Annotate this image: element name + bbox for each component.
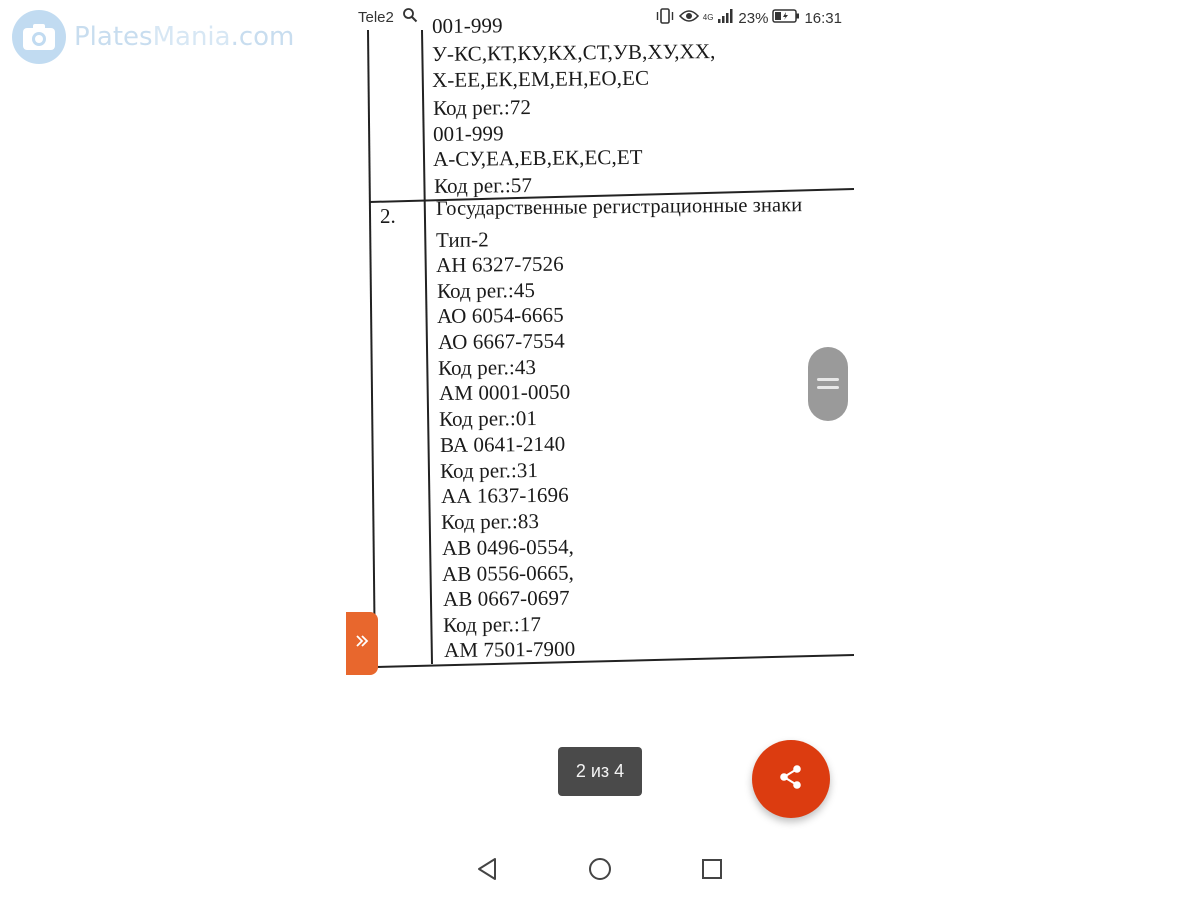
battery-icon [772, 9, 800, 27]
battery-percent: 23% [738, 9, 769, 27]
vibrate-icon [655, 8, 675, 28]
recents-button[interactable] [697, 856, 727, 886]
status-indicators [655, 8, 842, 28]
document-line: Код рег.:17 [442, 611, 542, 637]
document-line: АМ 7501-7900 [443, 636, 576, 662]
eye-icon [679, 9, 699, 27]
document-line: АВ 0556-0665, [441, 560, 575, 586]
carrier-name: Tele2 [358, 9, 394, 26]
document-line: 001-999 [432, 121, 504, 146]
document-line: АО 6667-7554 [437, 328, 565, 354]
side-panel-toggle[interactable] [346, 612, 378, 675]
document-line: Государственные регистрационные знаки [435, 194, 803, 220]
document-line: Х-ЕЕ,ЕК,ЕМ,ЕН,ЕО,ЕС [431, 65, 650, 92]
scroll-handle[interactable] [808, 347, 848, 421]
document-line: 001-999 [431, 13, 503, 38]
document-line: АО 6054-6665 [436, 302, 564, 328]
document-line: Код рег.:57 [433, 172, 533, 198]
document-line: АВ 0496-0554, [441, 534, 575, 560]
home-icon [588, 857, 612, 886]
document-line: ВА 0641-2140 [439, 431, 566, 457]
back-icon [476, 857, 498, 886]
camera-icon [12, 10, 66, 64]
share-icon [777, 763, 805, 796]
document-line: Код рег.:31 [439, 457, 539, 483]
recents-icon [701, 858, 723, 885]
navigation-bar [346, 848, 854, 893]
document-line: Код рег.:45 [436, 277, 536, 303]
document-line: АВ 0667-0697 [442, 585, 570, 611]
document-line: АА 1637-1696 [440, 482, 569, 508]
document-line: Тип-2 [435, 227, 489, 252]
document-line: Код рег.:72 [432, 94, 532, 120]
phone-screen [346, 0, 854, 900]
drag-handle-icon [817, 378, 839, 381]
document-line: Код рег.:43 [437, 354, 537, 380]
status-bar [346, 0, 854, 34]
home-button[interactable] [585, 856, 615, 886]
network-type: 4G [702, 13, 714, 22]
share-button[interactable] [752, 740, 830, 818]
document-line: АМ 0001-0050 [438, 379, 571, 405]
page-indicator [558, 747, 642, 796]
document-line: А-СУ,ЕА,ЕВ,ЕК,ЕС,ЕТ [432, 144, 643, 171]
platesmania-watermark [12, 10, 294, 64]
back-button[interactable] [472, 856, 502, 886]
signal-icon [718, 9, 734, 27]
page-indicator-label: 2 из 4 [575, 761, 625, 781]
watermark-text: PlatesMania.com [74, 22, 295, 52]
row-number: 2. [380, 204, 396, 228]
document-line: АН 6327-7526 [435, 251, 564, 277]
table-borders [346, 0, 854, 680]
drag-handle-bar [817, 386, 839, 389]
document-line: Код рег.:83 [440, 508, 540, 534]
clock: 16:31 [804, 9, 842, 27]
double-chevron-right-icon [354, 632, 370, 655]
search-icon [402, 7, 418, 27]
document-line: Код рег.:01 [438, 405, 538, 431]
document-line: У-КС,КТ,КУ,КХ,СТ,УВ,ХУ,ХХ, [431, 39, 716, 66]
